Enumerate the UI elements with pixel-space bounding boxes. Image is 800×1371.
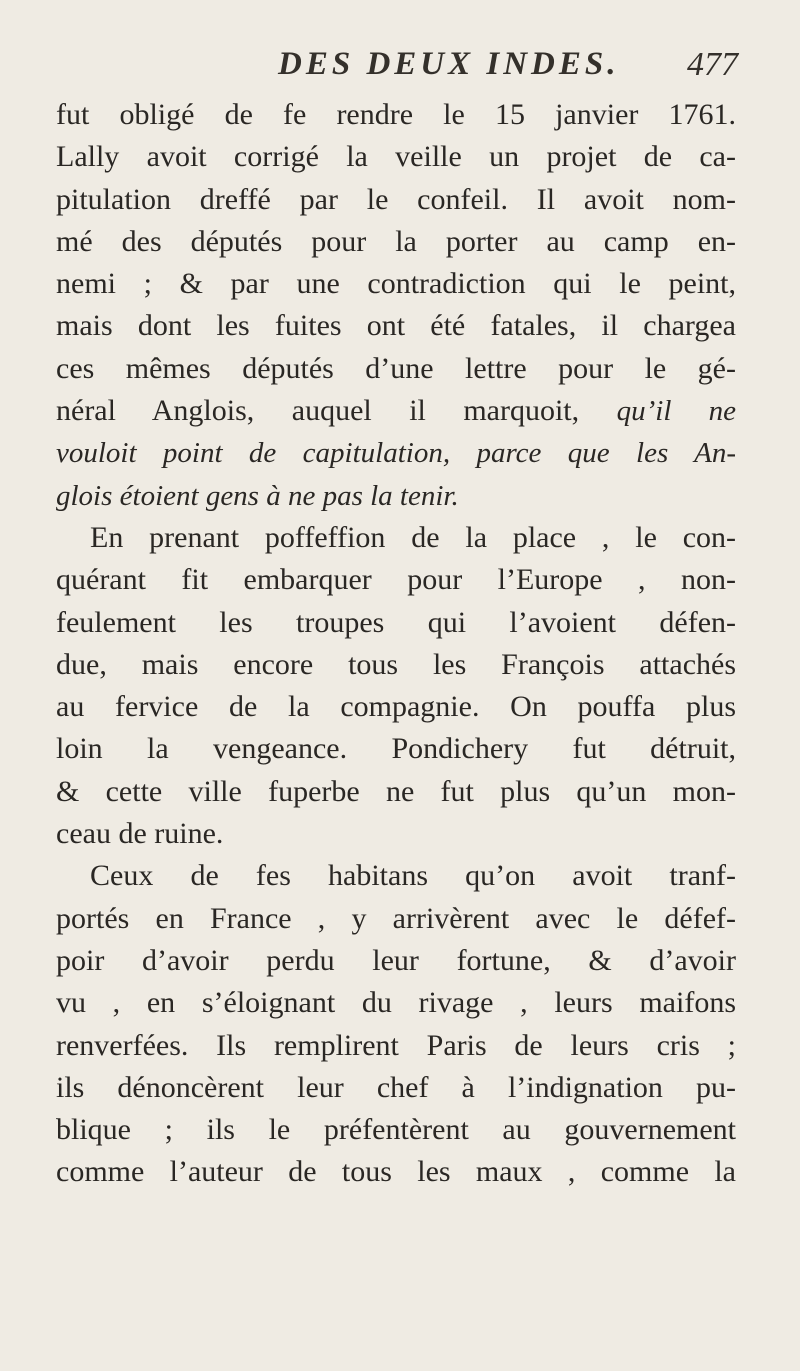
- text-segment: poir d’avoir perdu leur fortune, & d’avoir: [56, 943, 736, 977]
- text-line: [56, 982, 736, 1024]
- text-line: [56, 1067, 736, 1109]
- text-segment: En prenant poffeffion de la place , le con-: [90, 520, 736, 554]
- text-line: [56, 771, 736, 813]
- text-line: [56, 813, 736, 855]
- text-segment: ils dénoncèrent leur chef à l’indignation pu-: [56, 1070, 736, 1104]
- text-segment: feulement les troupes qui l’avoient défen-: [56, 605, 736, 639]
- text-segment: & cette ville fuperbe ne fut plus qu’un mon-: [56, 774, 736, 808]
- text-line: [56, 940, 736, 982]
- page-header: [60, 42, 740, 92]
- italic-text-segment: glois étoient gens à ne pas la tenir.: [56, 479, 459, 512]
- text-line: [56, 263, 736, 305]
- text-line: [56, 644, 736, 686]
- text-segment: pitulation dreffé par le confeil. Il avoit nom-: [56, 182, 736, 216]
- text-line: [56, 1109, 736, 1151]
- text-segment: loin la vengeance. Pondichery fut détruit,: [56, 732, 736, 766]
- text-line: [56, 94, 736, 136]
- text-segment: ceau de ruine.: [56, 817, 224, 851]
- text-line: [56, 432, 736, 474]
- text-segment: mais dont les fuites ont été fatales, il chargea: [56, 309, 736, 343]
- text-line: [56, 221, 736, 263]
- text-segment: quérant fit embarquer pour l’Europe , non-: [56, 563, 736, 597]
- text-line: [56, 728, 736, 770]
- text-line: [56, 390, 736, 432]
- text-line: [56, 686, 736, 728]
- text-segment: blique ; ils le préfentèrent au gouvernement: [56, 1113, 736, 1147]
- text-line: [56, 1025, 736, 1067]
- page-number: 477: [687, 46, 738, 83]
- italic-text-segment: vouloit point de capitulation, parce que les An-: [56, 437, 736, 470]
- text-line: [56, 475, 736, 517]
- text-segment: comme l’auteur de tous les maux , comme la: [56, 1155, 736, 1189]
- text-segment: portés en France , y arrivèrent avec le défef-: [56, 901, 736, 935]
- text-line: [56, 179, 736, 221]
- body-text: [56, 94, 736, 1194]
- text-line: [56, 1151, 736, 1193]
- text-segment: nemi ; & par une contradiction qui le peint,: [56, 267, 736, 301]
- text-segment: Lally avoit corrigé la veille un projet de ca-: [56, 140, 736, 174]
- text-line: [56, 517, 736, 559]
- text-line: [56, 348, 736, 390]
- italic-text-segment: qu’il ne: [616, 395, 736, 428]
- text-segment: au fervice de la compagnie. On pouffa plus: [56, 690, 736, 724]
- text-segment: Ceux de fes habitans qu’on avoit tranf-: [90, 859, 736, 893]
- text-line: [56, 602, 736, 644]
- text-segment: ces mêmes députés d’une lettre pour le gé-: [56, 351, 736, 385]
- text-segment: fut obligé de fe rendre le 15 janvier 1761.: [56, 98, 736, 131]
- text-segment: renverfées. Ils remplirent Paris de leurs cris ;: [56, 1028, 736, 1062]
- text-line: [56, 898, 736, 940]
- text-line: [56, 559, 736, 601]
- text-line: [56, 305, 736, 347]
- text-line: [56, 136, 736, 178]
- text-line: [56, 855, 736, 897]
- running-head: DES DEUX INDES.: [278, 46, 620, 82]
- text-segment: due, mais encore tous les François attachés: [56, 647, 736, 681]
- text-segment: vu , en s’éloignant du rivage , leurs maifons: [56, 986, 736, 1020]
- text-segment: mé des députés pour la porter au camp en-: [56, 224, 736, 258]
- text-segment: néral Anglois, auquel il marquoit,: [56, 394, 617, 428]
